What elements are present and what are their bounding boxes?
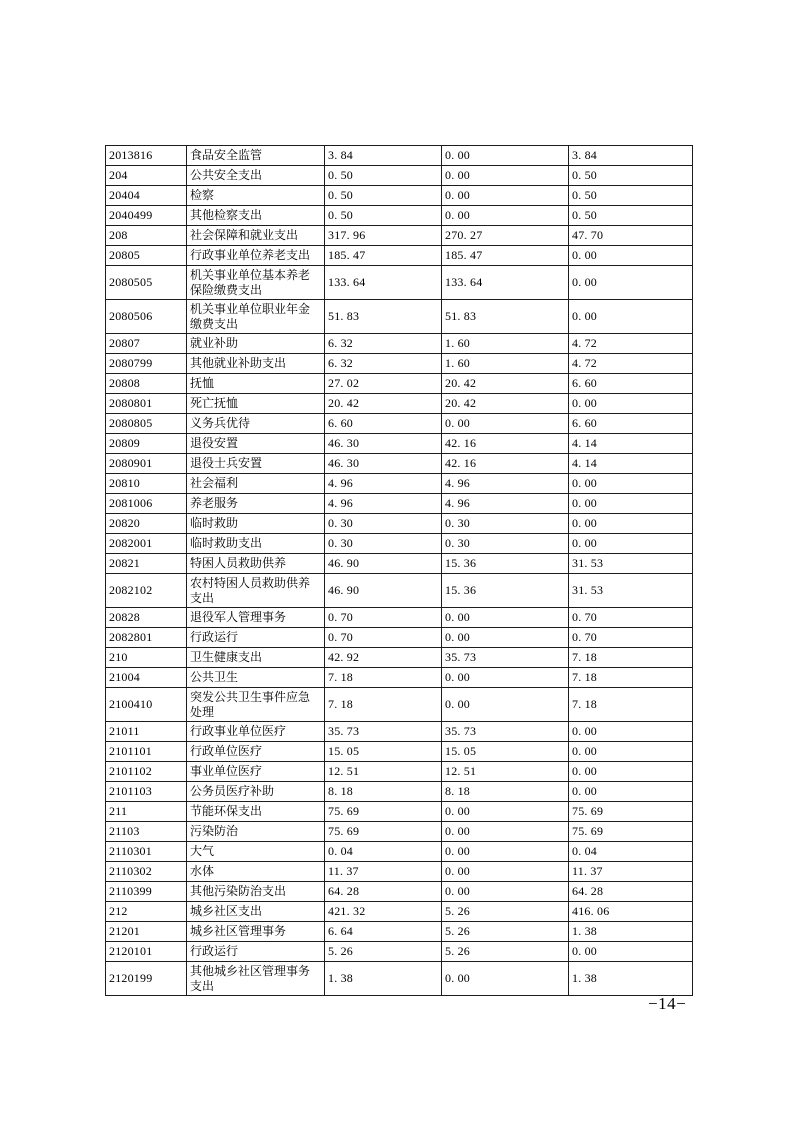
cell-code: 20810 — [106, 474, 187, 494]
table-row — [106, 206, 693, 226]
cell-value-2: 0. 00 — [442, 146, 569, 166]
cell-value-2: 35. 73 — [442, 648, 569, 668]
cell-value-1: 7. 18 — [325, 688, 442, 722]
table-row — [106, 334, 693, 354]
table-row — [106, 474, 693, 494]
cell-name: 水体 — [187, 862, 325, 882]
cell-name: 临时救助 — [187, 514, 325, 534]
cell-code: 2101102 — [106, 762, 187, 782]
cell-name: 特困人员救助供养 — [187, 554, 325, 574]
cell-value-2: 5. 26 — [442, 942, 569, 962]
table-row — [106, 922, 693, 942]
cell-name: 其他污染防治支出 — [187, 882, 325, 902]
cell-name: 城乡社区管理事务 — [187, 922, 325, 942]
cell-name: 城乡社区支出 — [187, 902, 325, 922]
cell-code: 2082001 — [106, 534, 187, 554]
cell-value-3: 0. 50 — [569, 206, 693, 226]
table-row — [106, 782, 693, 802]
cell-value-2: 0. 00 — [442, 206, 569, 226]
cell-name: 其他检察支出 — [187, 206, 325, 226]
cell-code: 211 — [106, 802, 187, 822]
cell-value-3: 7. 18 — [569, 668, 693, 688]
cell-value-1: 46. 90 — [325, 574, 442, 608]
cell-value-3: 0. 00 — [569, 514, 693, 534]
cell-code: 20805 — [106, 246, 187, 266]
table-row — [106, 882, 693, 902]
cell-value-2: 42. 16 — [442, 454, 569, 474]
cell-value-3: 4. 72 — [569, 334, 693, 354]
cell-value-2: 20. 42 — [442, 394, 569, 414]
table-row — [106, 354, 693, 374]
cell-value-2: 0. 00 — [442, 688, 569, 722]
cell-value-1: 3. 84 — [325, 146, 442, 166]
cell-value-1: 46. 90 — [325, 554, 442, 574]
cell-name: 大气 — [187, 842, 325, 862]
cell-value-3: 0. 00 — [569, 494, 693, 514]
cell-value-3: 4. 14 — [569, 434, 693, 454]
cell-name: 行政运行 — [187, 942, 325, 962]
cell-value-3: 0. 50 — [569, 166, 693, 186]
cell-code: 2080506 — [106, 300, 187, 334]
cell-code: 2080901 — [106, 454, 187, 474]
cell-value-2: 4. 96 — [442, 494, 569, 514]
cell-value-1: 0. 70 — [325, 628, 442, 648]
cell-value-1: 46. 30 — [325, 454, 442, 474]
cell-value-2: 0. 00 — [442, 802, 569, 822]
cell-value-2: 185. 47 — [442, 246, 569, 266]
cell-value-1: 6. 60 — [325, 414, 442, 434]
cell-value-3: 0. 00 — [569, 942, 693, 962]
cell-value-2: 0. 00 — [442, 882, 569, 902]
table-row — [106, 902, 693, 922]
cell-value-3: 75. 69 — [569, 802, 693, 822]
cell-code: 2080799 — [106, 354, 187, 374]
cell-value-1: 0. 50 — [325, 166, 442, 186]
cell-name: 检察 — [187, 186, 325, 206]
table-row — [106, 822, 693, 842]
cell-code: 2110399 — [106, 882, 187, 902]
table-row — [106, 374, 693, 394]
cell-value-1: 20. 42 — [325, 394, 442, 414]
cell-value-3: 75. 69 — [569, 822, 693, 842]
table-row — [106, 962, 693, 996]
cell-value-2: 1. 60 — [442, 354, 569, 374]
cell-value-3: 6. 60 — [569, 414, 693, 434]
table-row — [106, 186, 693, 206]
cell-value-2: 15. 05 — [442, 742, 569, 762]
cell-value-3: 0. 00 — [569, 246, 693, 266]
cell-value-3: 3. 84 — [569, 146, 693, 166]
table-row — [106, 648, 693, 668]
cell-value-3: 0. 00 — [569, 782, 693, 802]
cell-code: 2120199 — [106, 962, 187, 996]
cell-value-1: 317. 96 — [325, 226, 442, 246]
cell-code: 2082801 — [106, 628, 187, 648]
budget-table-body — [106, 146, 693, 996]
cell-name: 行政运行 — [187, 628, 325, 648]
cell-value-2: 0. 00 — [442, 822, 569, 842]
cell-code: 2110301 — [106, 842, 187, 862]
cell-value-1: 0. 50 — [325, 206, 442, 226]
cell-value-3: 0. 70 — [569, 628, 693, 648]
table-row — [106, 146, 693, 166]
cell-value-1: 51. 83 — [325, 300, 442, 334]
cell-value-1: 421. 32 — [325, 902, 442, 922]
cell-value-2: 0. 00 — [442, 414, 569, 434]
cell-value-3: 31. 53 — [569, 554, 693, 574]
cell-value-3: 0. 00 — [569, 534, 693, 554]
cell-code: 2080505 — [106, 266, 187, 300]
cell-name: 其他就业补助支出 — [187, 354, 325, 374]
cell-name: 污染防治 — [187, 822, 325, 842]
table-row — [106, 668, 693, 688]
table-row — [106, 842, 693, 862]
cell-name: 退役军人管理事务 — [187, 608, 325, 628]
cell-name: 退役士兵安置 — [187, 454, 325, 474]
cell-value-1: 0. 30 — [325, 514, 442, 534]
cell-value-1: 1. 38 — [325, 962, 442, 996]
cell-value-1: 133. 64 — [325, 266, 442, 300]
cell-value-2: 4. 96 — [442, 474, 569, 494]
cell-code: 2040499 — [106, 206, 187, 226]
cell-value-2: 42. 16 — [442, 434, 569, 454]
cell-code: 2110302 — [106, 862, 187, 882]
cell-value-2: 0. 30 — [442, 534, 569, 554]
cell-name: 社会福利 — [187, 474, 325, 494]
table-row — [106, 226, 693, 246]
cell-value-2: 12. 51 — [442, 762, 569, 782]
cell-code: 2082102 — [106, 574, 187, 608]
cell-value-2: 0. 00 — [442, 608, 569, 628]
table-row — [106, 494, 693, 514]
cell-value-2: 51. 83 — [442, 300, 569, 334]
cell-value-1: 5. 26 — [325, 942, 442, 962]
cell-code: 2101103 — [106, 782, 187, 802]
table-row — [106, 574, 693, 608]
cell-value-2: 0. 00 — [442, 962, 569, 996]
cell-value-1: 0. 50 — [325, 186, 442, 206]
page-number: −14− — [648, 994, 687, 1013]
cell-value-2: 15. 36 — [442, 574, 569, 608]
cell-value-3: 416. 06 — [569, 902, 693, 922]
cell-value-1: 12. 51 — [325, 762, 442, 782]
cell-code: 2120101 — [106, 942, 187, 962]
cell-value-2: 0. 00 — [442, 186, 569, 206]
cell-value-3: 1. 38 — [569, 962, 693, 996]
table-row — [106, 166, 693, 186]
cell-value-1: 11. 37 — [325, 862, 442, 882]
cell-code: 2101101 — [106, 742, 187, 762]
cell-name: 行政事业单位养老支出 — [187, 246, 325, 266]
cell-code: 212 — [106, 902, 187, 922]
cell-code: 2100410 — [106, 688, 187, 722]
cell-value-1: 8. 18 — [325, 782, 442, 802]
table-row — [106, 300, 693, 334]
cell-value-3: 4. 72 — [569, 354, 693, 374]
cell-name: 公共安全支出 — [187, 166, 325, 186]
cell-code: 20808 — [106, 374, 187, 394]
cell-value-2: 133. 64 — [442, 266, 569, 300]
table-row — [106, 802, 693, 822]
cell-value-1: 27. 02 — [325, 374, 442, 394]
cell-code: 208 — [106, 226, 187, 246]
cell-value-1: 4. 96 — [325, 494, 442, 514]
cell-value-1: 4. 96 — [325, 474, 442, 494]
cell-value-3: 0. 00 — [569, 722, 693, 742]
cell-name: 机关事业单位基本养老保险缴费支出 — [187, 266, 325, 300]
budget-table — [105, 145, 693, 996]
table-row — [106, 554, 693, 574]
cell-code: 21103 — [106, 822, 187, 842]
cell-name: 义务兵优待 — [187, 414, 325, 434]
cell-value-2: 0. 00 — [442, 668, 569, 688]
cell-value-1: 0. 04 — [325, 842, 442, 862]
cell-value-3: 0. 00 — [569, 762, 693, 782]
table-row — [106, 942, 693, 962]
cell-code: 20820 — [106, 514, 187, 534]
cell-value-1: 6. 32 — [325, 334, 442, 354]
cell-value-3: 6. 60 — [569, 374, 693, 394]
cell-value-3: 47. 70 — [569, 226, 693, 246]
cell-code: 21004 — [106, 668, 187, 688]
cell-value-3: 0. 00 — [569, 300, 693, 334]
cell-code: 204 — [106, 166, 187, 186]
cell-code: 21011 — [106, 722, 187, 742]
cell-value-2: 0. 00 — [442, 842, 569, 862]
cell-value-2: 0. 00 — [442, 628, 569, 648]
cell-value-3: 64. 28 — [569, 882, 693, 902]
cell-value-3: 7. 18 — [569, 688, 693, 722]
cell-name: 抚恤 — [187, 374, 325, 394]
cell-name: 节能环保支出 — [187, 802, 325, 822]
cell-value-1: 35. 73 — [325, 722, 442, 742]
cell-name: 行政单位医疗 — [187, 742, 325, 762]
cell-name: 公务员医疗补助 — [187, 782, 325, 802]
cell-value-2: 0. 00 — [442, 862, 569, 882]
cell-value-1: 0. 70 — [325, 608, 442, 628]
cell-value-3: 7. 18 — [569, 648, 693, 668]
cell-value-3: 0. 50 — [569, 186, 693, 206]
cell-code: 2080801 — [106, 394, 187, 414]
cell-code: 2013816 — [106, 146, 187, 166]
cell-value-1: 75. 69 — [325, 802, 442, 822]
cell-value-2: 8. 18 — [442, 782, 569, 802]
cell-name: 社会保障和就业支出 — [187, 226, 325, 246]
cell-code: 20821 — [106, 554, 187, 574]
cell-name: 死亡抚恤 — [187, 394, 325, 414]
table-row — [106, 266, 693, 300]
table-row — [106, 628, 693, 648]
cell-value-3: 4. 14 — [569, 454, 693, 474]
cell-value-2: 1. 60 — [442, 334, 569, 354]
cell-name: 突发公共卫生事件应急处理 — [187, 688, 325, 722]
table-row — [106, 688, 693, 722]
cell-value-1: 185. 47 — [325, 246, 442, 266]
table-row — [106, 722, 693, 742]
cell-name: 退役安置 — [187, 434, 325, 454]
cell-value-2: 0. 30 — [442, 514, 569, 534]
table-row — [106, 454, 693, 474]
cell-value-3: 0. 00 — [569, 266, 693, 300]
cell-code: 210 — [106, 648, 187, 668]
cell-value-1: 15. 05 — [325, 742, 442, 762]
cell-value-1: 6. 64 — [325, 922, 442, 942]
table-row — [106, 434, 693, 454]
cell-name: 农村特困人员救助供养支出 — [187, 574, 325, 608]
cell-value-1: 7. 18 — [325, 668, 442, 688]
cell-value-3: 0. 00 — [569, 742, 693, 762]
cell-code: 2080805 — [106, 414, 187, 434]
cell-name: 临时救助支出 — [187, 534, 325, 554]
cell-name: 公共卫生 — [187, 668, 325, 688]
cell-value-2: 15. 36 — [442, 554, 569, 574]
cell-code: 20828 — [106, 608, 187, 628]
cell-name: 食品安全监管 — [187, 146, 325, 166]
cell-name: 事业单位医疗 — [187, 762, 325, 782]
table-row — [106, 608, 693, 628]
cell-name: 卫生健康支出 — [187, 648, 325, 668]
cell-code: 2081006 — [106, 494, 187, 514]
cell-value-1: 42. 92 — [325, 648, 442, 668]
cell-value-2: 5. 26 — [442, 902, 569, 922]
cell-value-1: 64. 28 — [325, 882, 442, 902]
table-row — [106, 414, 693, 434]
cell-value-3: 1. 38 — [569, 922, 693, 942]
cell-value-2: 20. 42 — [442, 374, 569, 394]
cell-value-3: 31. 53 — [569, 574, 693, 608]
cell-code: 20809 — [106, 434, 187, 454]
table-row — [106, 534, 693, 554]
cell-value-2: 0. 00 — [442, 166, 569, 186]
cell-code: 20807 — [106, 334, 187, 354]
cell-value-3: 0. 00 — [569, 394, 693, 414]
cell-name: 就业补助 — [187, 334, 325, 354]
table-row — [106, 862, 693, 882]
cell-value-3: 0. 70 — [569, 608, 693, 628]
cell-value-2: 35. 73 — [442, 722, 569, 742]
table-row — [106, 394, 693, 414]
cell-value-1: 0. 30 — [325, 534, 442, 554]
cell-value-3: 0. 00 — [569, 474, 693, 494]
table-row — [106, 762, 693, 782]
cell-code: 21201 — [106, 922, 187, 942]
cell-value-3: 0. 04 — [569, 842, 693, 862]
cell-value-2: 5. 26 — [442, 922, 569, 942]
cell-name: 机关事业单位职业年金缴费支出 — [187, 300, 325, 334]
cell-value-1: 46. 30 — [325, 434, 442, 454]
table-row — [106, 246, 693, 266]
table-row — [106, 742, 693, 762]
cell-value-1: 6. 32 — [325, 354, 442, 374]
cell-name: 行政事业单位医疗 — [187, 722, 325, 742]
cell-value-3: 11. 37 — [569, 862, 693, 882]
cell-name: 其他城乡社区管理事务支出 — [187, 962, 325, 996]
cell-value-2: 270. 27 — [442, 226, 569, 246]
table-row — [106, 514, 693, 534]
cell-value-1: 75. 69 — [325, 822, 442, 842]
cell-code: 20404 — [106, 186, 187, 206]
cell-name: 养老服务 — [187, 494, 325, 514]
